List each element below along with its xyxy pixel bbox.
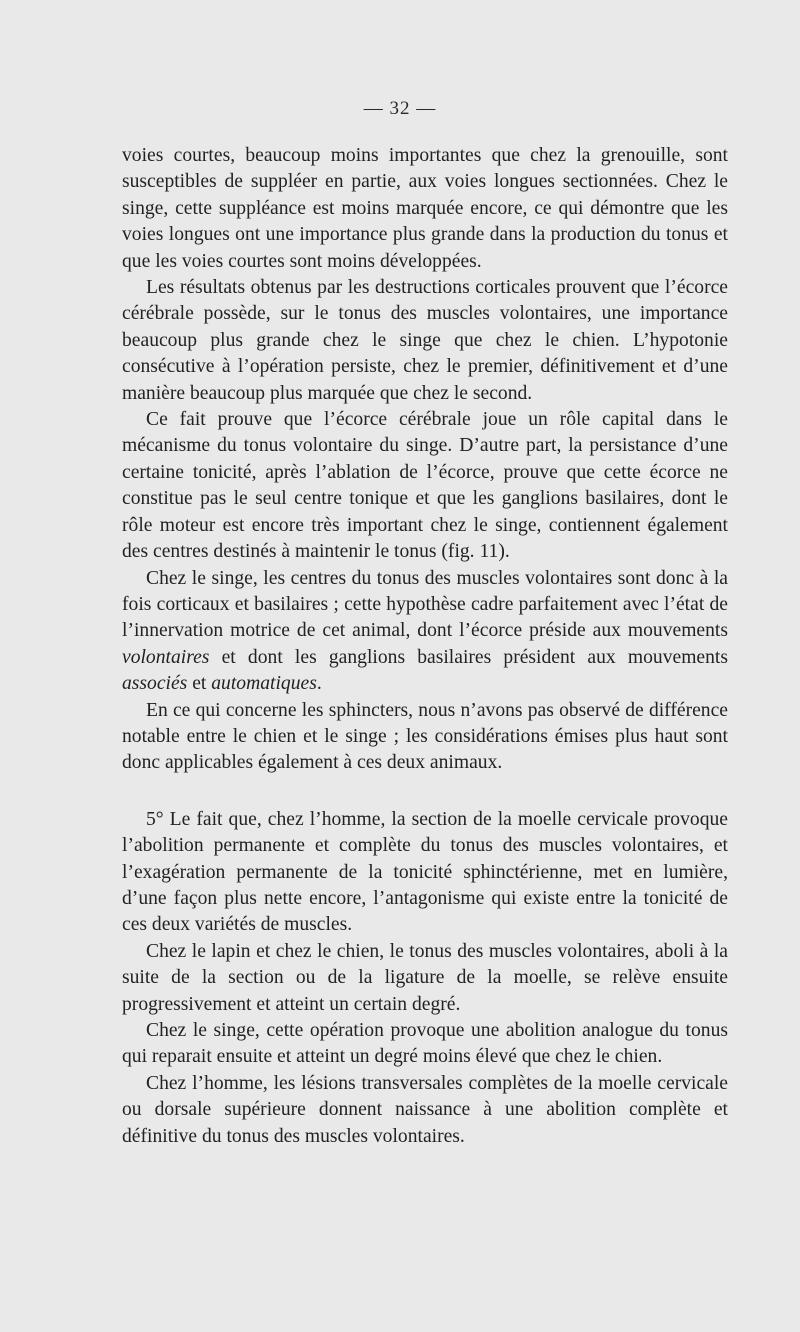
paragraph-text: Chez le singe, les centres du tonus des muscles volontaires sont donc à la fois corticaux et basilaires ; cette hypothèse cadre parfaitement avec l’état de l’innervation motrice de cet animal, dont l’écorce préside aux mouvements	[122, 567, 728, 642]
paragraph-destructions-corticales: Les résultats obtenus par les destructions corticales prouvent que l’écorce cérébrale possède, sur le tonus des muscles volontaires, une importance beaucoup plus grande chez le singe que chez le chien. L’hypotonie consécutive à l’opération persiste, chez le premier, définitivement et d’une manière beaucoup plus marquée que chez le second.	[122, 277, 728, 404]
paragraph-voies-courtes: voies courtes, beaucoup moins importantes que chez la grenouille, sont susceptibles de suppléer en partie, aux voies longues sectionnées. Chez le singe, cette suppléance est moins marquée encore, ce qui démontre que les voies longues ont une importance plus grande dans la production du tonus et que les voies courtes sont moins développées.	[122, 145, 728, 272]
italic-term-automatiques: automatiques	[211, 673, 317, 695]
paragraph-lapin-chien: Chez le lapin et chez le chien, le tonus des muscles volontaires, aboli à la suite de la section ou de la ligature de la moelle, se relève ensuite progressivement et atteint un certain degré.	[122, 940, 728, 1015]
paragraph-text: et dont les ganglions basilaires président aux mouvements	[209, 646, 728, 668]
paragraph-text: .	[316, 673, 322, 695]
body-text	[122, 143, 728, 1150]
paragraph-sphincters: En ce qui concerne les sphincters, nous n’avons pas observé de différence notable entre le chien et le singe ; les considérations émises plus haut sont donc applicables également à ces deux animaux.	[122, 699, 728, 774]
italic-term-associes: associés	[122, 673, 188, 695]
paragraph-singe-operation: Chez le singe, cette opération provoque une abolition analogue du tonus qui reparait ensuite et atteint un degré moins élevé que chez le chien.	[122, 1020, 728, 1068]
paragraph-ecorce-cerebrale: Ce fait prouve que l’écorce cérébrale joue un rôle capital dans le mécanisme du tonus volontaire du singe. D’autre part, la persistance d’une certaine tonicité, après l’ablation de l’écorce, prouve que cette écorce ne constitue pas le seul centre tonique et que les ganglions basilaires, dont le rôle moteur est encore très important chez le singe, contiennent également des centres destinés à maintenir le tonus (fig. 11).	[122, 409, 728, 563]
paragraph-homme-lesions: Chez l’homme, les lésions transversales complètes de la moelle cervicale ou dorsale supérieure donnent naissance à une abolition complète et définitive du tonus des muscles volontaires.	[122, 1072, 728, 1147]
italic-term-volontaires: volontaires	[122, 646, 210, 668]
page-number: — 32 —	[363, 98, 437, 119]
paragraph-text: et	[187, 673, 212, 695]
paragraph-point-5: 5° Le fait que, chez l’homme, la section de la moelle cervicale provoque l’abolition permanente et complète du tonus des muscles volontaires, et l’exagération permanente de la tonicité sphinctérienne, met en lumière, d’une façon plus nette encore, l’antagonisme qui existe entre la tonicité de ces deux variétés de muscles.	[122, 808, 728, 936]
paragraph-centres-du-tonus	[122, 566, 728, 698]
